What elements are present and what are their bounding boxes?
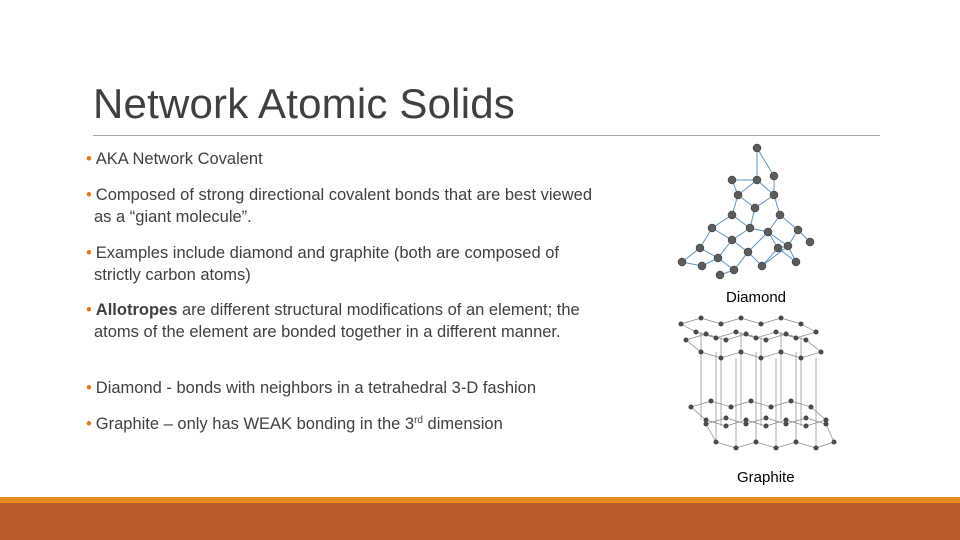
bullet-marker: • [86, 301, 92, 319]
bullet-composed [86, 184, 609, 228]
bullet-aka [86, 148, 609, 170]
bullet-examples [86, 242, 609, 286]
graphite-structure-image [676, 312, 841, 462]
diamond-structure-image [670, 140, 830, 280]
bullet-text: AKA Network Covalent [95, 150, 263, 168]
bullet-marker: • [86, 150, 92, 168]
bullet-text: are different structural modifications of an element; the atoms of the element are bonded together in a different manner. [94, 301, 580, 341]
bullet-allotropes [86, 299, 609, 343]
bullet-marker: • [86, 415, 92, 433]
bullet-marker: • [86, 186, 92, 204]
bullet-text: Diamond - bonds with neighbors in a tetrahedral 3-D fashion [95, 379, 537, 397]
title-divider [93, 135, 880, 136]
bullet-diamond [86, 377, 609, 399]
footer-band [0, 503, 960, 540]
bullet-marker: • [86, 379, 92, 397]
bullet-text: Composed of strong directional covalent bonds that are best viewed as a “giant molecule”. [94, 186, 592, 226]
graphite-caption: Graphite [737, 469, 795, 486]
bullet-text: Graphite – only has WEAK bonding in the 3 [95, 415, 415, 433]
bullet-bold-term: Allotropes [95, 301, 178, 319]
bullet-graphite [86, 413, 609, 435]
diamond-caption: Diamond [726, 289, 787, 306]
bullet-superscript: rd [414, 415, 423, 426]
bullet-text: Examples include diamond and graphite (both are composed of strictly carbon atoms) [94, 244, 559, 284]
bullet-marker: • [86, 244, 92, 262]
bullet-text-tail: dimension [422, 415, 503, 433]
slide-title: Network Atomic Solids [93, 80, 516, 127]
